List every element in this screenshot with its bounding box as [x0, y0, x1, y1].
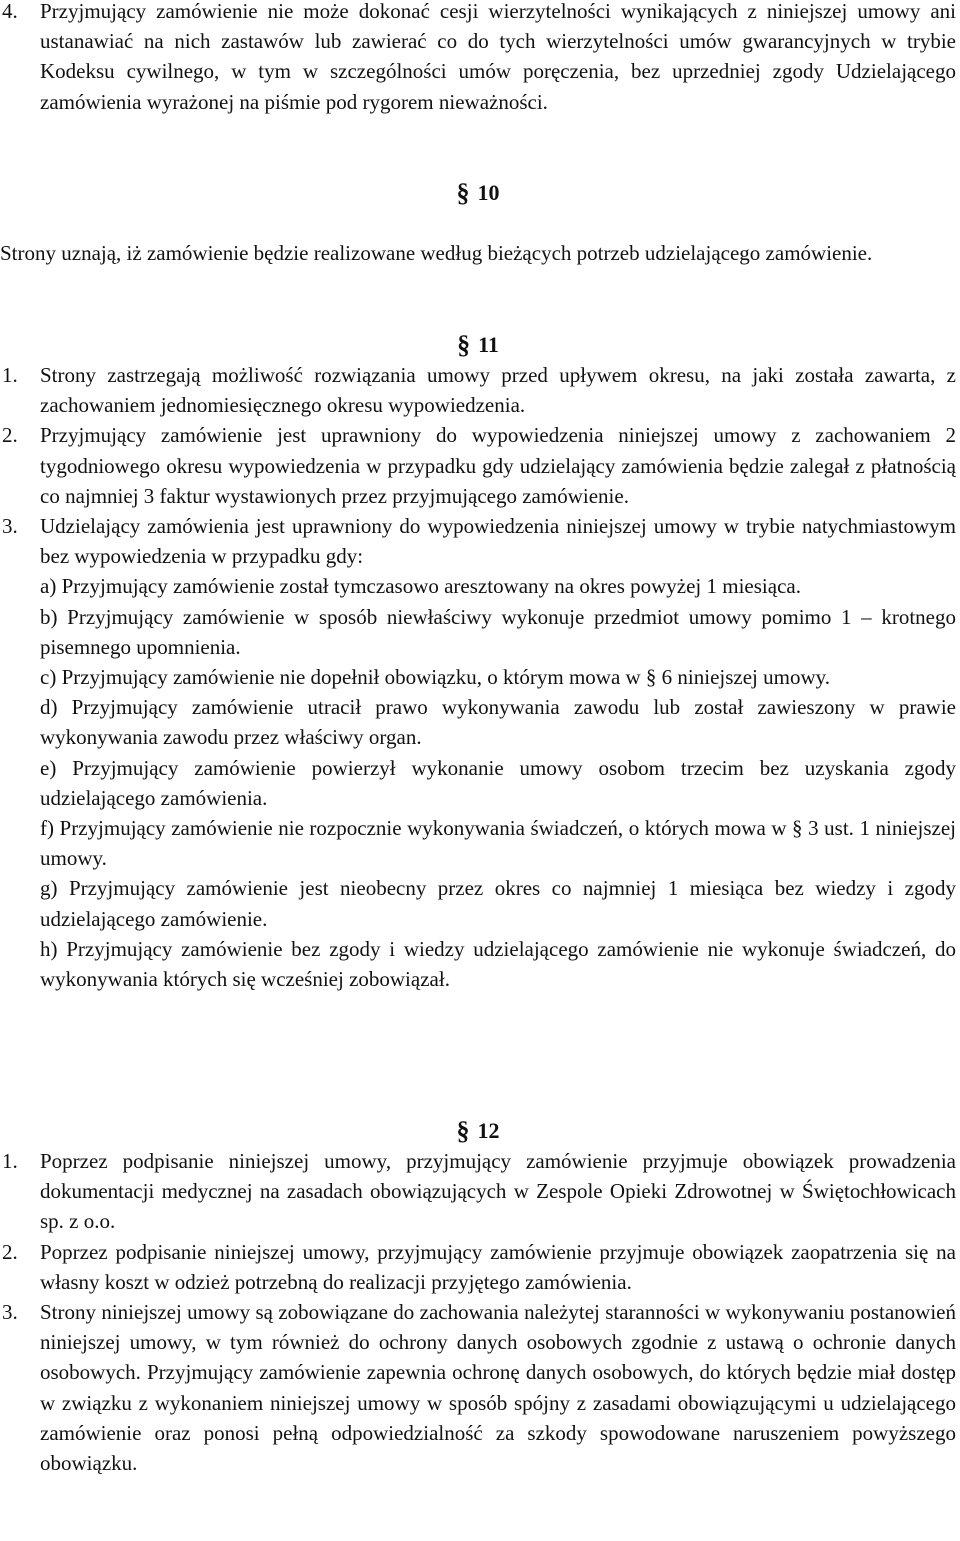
item-text: Udzielający zamówienia jest uprawniony do wypowiedzenia niniejszej umowy w trybie natychmiastowym bez wypowiedzenia w przypadku gdy: — [40, 514, 956, 569]
item-number: 1. — [2, 1149, 18, 1173]
item-number: 3. — [2, 1300, 18, 1325]
section-heading — [0, 330, 956, 360]
section-number: 10 — [477, 180, 500, 205]
list-item — [0, 360, 956, 420]
sub-item: f) Przyjmujący zamówienie nie rozpocznie wykonywania świadczeń, o których mowa w § 3 ust. 1 niniejszej umowy. — [40, 816, 956, 871]
list-item — [0, 1237, 956, 1297]
sub-item: a) Przyjmujący zamówienie został tymczasowo aresztowany na okres powyżej 1 miesiąca. — [40, 574, 801, 599]
section-12 — [0, 1116, 956, 1478]
list-item — [0, 0, 956, 117]
section-symbol: § — [457, 330, 471, 359]
item-number: 4. — [2, 0, 18, 23]
sub-item: g) Przyjmujący zamówienie jest nieobecny przez okres co najmniej 1 miesiąca bez wiedzy i zgody udzielającego zamówienie. — [40, 876, 956, 931]
item-number: 2. — [2, 423, 18, 448]
list-item — [0, 1146, 956, 1237]
item-text: Strony zastrzegają możliwość rozwiązania umowy przed upływem okresu, na jaki została zawarta, z zachowaniem jednomiesięcznego okresu wypowiedzenia. — [40, 363, 956, 418]
sub-item: h) Przyjmujący zamówienie bez zgody i wiedzy udzielającego zamówienie nie wykonuje świadczeń, do wykonywania których się wcześniej zobowiązał. — [40, 936, 956, 992]
sub-item: b) Przyjmujący zamówienie w sposób niewłaściwy wykonuje przedmiot umowy pomimo 1 – krotnego pisemnego upomnienia. — [40, 604, 956, 659]
item-number: 3. — [2, 514, 18, 539]
item-text: Poprzez podpisanie niniejszej umowy, przyjmujący zamówienie przyjmuje obowiązek zaopatrzenia się na własny koszt w odzież potrzebną do realizacji przyjętego zamówienia. — [40, 1239, 956, 1294]
list-item — [0, 420, 956, 511]
list-item — [0, 511, 956, 571]
item-text: Poprzez podpisanie niniejszej umowy, przyjmujący zamówienie przyjmuje obowiązek prowadzenia dokumentacji medycznej na zasadach obowiązujących w Zespole Opieki Zdrowotnej w Świętochłowicach sp. z o.o. — [40, 1149, 956, 1234]
section-symbol: § — [456, 178, 470, 207]
section-11 — [0, 330, 956, 994]
item-text: Strony niniejszej umowy są zobowiązane do zachowania należytej staranności w wykonywaniu postanowień niniejszej umowy, w tym również do ochrony danych osobowych zgodnie z ustawą o ochronie danych osobowych. Przyjmujący zamówienie zapewnia ochronę danych osobowych, do których będzie miał dostęp w związku z wykonaniem niniejszej umowy w sposób spójny z zasadami obowiązującymi u udzielającego zamówienie oraz ponosi pełną odpowiedzialność za szkody spowodowane naruszeniem powyższego obowiązku. — [40, 1300, 956, 1476]
section-number: 11 — [478, 332, 499, 357]
clause-4 — [0, 0, 956, 117]
item-number: 1. — [2, 363, 18, 387]
section-10 — [0, 178, 956, 268]
sub-item: d) Przyjmujący zamówienie utracił prawo wykonywania zawodu lub został zawieszony w prawie wykonywania zawodu przez właściwy organ. — [40, 695, 956, 750]
item-text: Przyjmujący zamówienie jest uprawniony do wypowiedzenia niniejszej umowy z zachowaniem 2 tygodniowego okresu wypowiedzenia w przypadku gdy udzielający zamówienia będzie zalegał z płatnością co najmniej 3 faktur wystawionych przez przyjmującego zamówienie. — [40, 423, 956, 508]
spacer — [0, 208, 956, 238]
sub-item: e) Przyjmujący zamówienie powierzył wykonanie umowy osobom trzecim bez uzyskania zgody udzielającego zamówienia. — [40, 755, 956, 810]
item-text: Przyjmujący zamówienie nie może dokonać cesji wierzytelności wynikających z niniejszej umowy ani ustanawiać na nich zastawów lub zawierać co do tych wierzytelności umów gwarancyjnych w trybie Kodeksu cywilnego, w tym w szczególności umów poręczenia, bez uprzedniej zgody Udzielającego zamówienia wyrażonej na piśmie pod rygorem nieważności. — [40, 0, 956, 114]
section-text: Strony uznają, iż zamówienie będzie realizowane według bieżących potrzeb udzielającego zamówienie. — [0, 241, 873, 265]
section-symbol: § — [456, 1116, 470, 1145]
list-item — [0, 1297, 956, 1478]
section-heading — [0, 1116, 956, 1146]
section-heading — [0, 178, 956, 208]
section-number: 12 — [477, 1118, 500, 1143]
item-number: 2. — [2, 1239, 18, 1264]
sub-item: c) Przyjmujący zamówienie nie dopełnił obowiązku, o którym mowa w § 6 niniejszej umowy. — [40, 665, 831, 690]
